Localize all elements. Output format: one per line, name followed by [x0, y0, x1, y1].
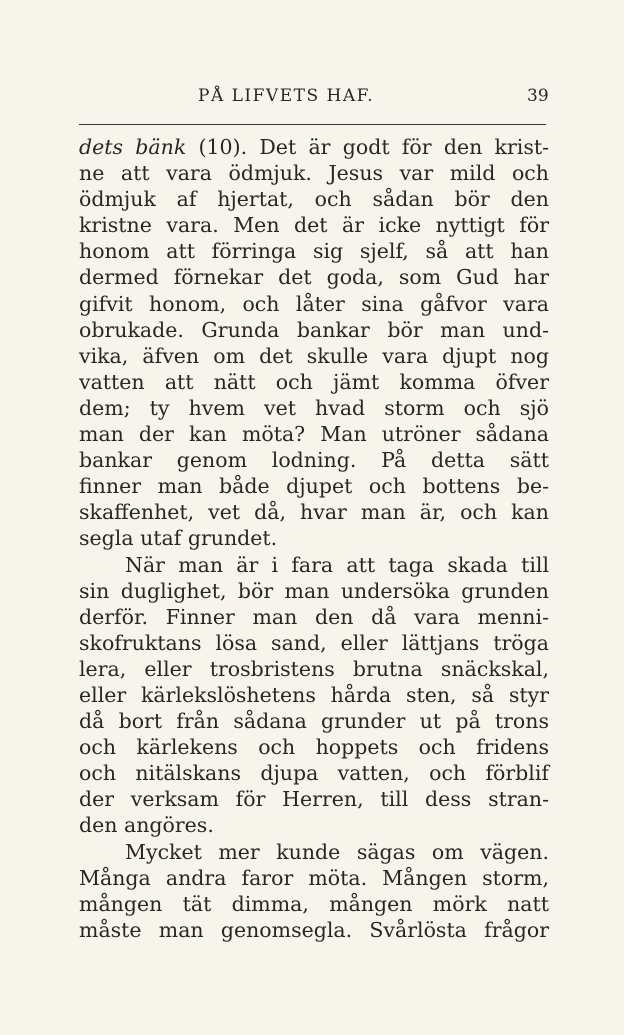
running-head [0, 84, 624, 108]
text-line: mången tät dimma, mången mörk natt [79, 891, 549, 916]
text-line: obrukade. Grunda bankar bör man und- [79, 317, 549, 342]
text-line: man der kan möta? Man utröner sådana [79, 422, 549, 447]
body-text [79, 134, 549, 943]
header-rule [79, 124, 546, 125]
text-line: derför. Finner man den då vara menni- [79, 604, 549, 629]
text-line: der verksam för Herren, till dess stran- [79, 787, 549, 812]
text-line: ne att vara ödmjuk. Jesus var mild och [79, 161, 549, 186]
text-line: lera, eller trosbristens brutna snäckskal, [79, 656, 549, 681]
paragraph-end-line: den angöres. [79, 813, 214, 838]
text-line: ödmjuk af hjertat, och sådan bör den [79, 187, 549, 212]
paragraph-end-line: segla utaf grundet. [79, 526, 278, 551]
line-continuation: (10). Det är godt för den krist- [186, 135, 550, 159]
text-line: och nitälskans djupa vatten, och förblif [79, 761, 549, 786]
text-line: då bort från sådana grunder ut på trons [79, 709, 549, 734]
text-line: vika, äfven om det skulle vara djupt nog [79, 343, 549, 368]
paragraph-start-line: När man är i fara att taga skada till [125, 552, 549, 577]
text-line: bankar genom lodning. På detta sätt [79, 448, 549, 473]
text-line: måste man genomsegla. Svårlösta frågor [79, 917, 549, 942]
running-head-title: PÅ LIFVETS HAF. [198, 86, 375, 106]
text-line: eller kärlekslöshetens hårda sten, så styr [79, 682, 549, 707]
page-number: 39 [527, 86, 549, 106]
text-line: skaffenhet, vet då, hvar man är, och kan [79, 500, 549, 525]
text-line: Många andra faror möta. Mången storm, [79, 865, 549, 890]
text-line: gifvit honom, och låter sina gåfvor vara [79, 291, 549, 316]
text-line: skofruktans lösa sand, eller lättjans tröga [79, 630, 549, 655]
text-line: finner man både djupet och bottens be- [79, 474, 549, 499]
text-line: dermed förnekar det goda, som Gud har [79, 265, 549, 290]
text-line [79, 134, 549, 160]
text-line: vatten att nätt och jämt komma öfver [79, 369, 549, 394]
text-line: honom att förringa sig sjelf, så att han [79, 239, 549, 264]
text-line: och kärlekens och hoppets och fridens [79, 735, 549, 760]
paragraph-start-line: Mycket mer kunde sägas om vägen. [125, 839, 549, 864]
text-line: dem; ty hvem vet hvad storm och sjö [79, 395, 549, 420]
italic-text: dets bänk [79, 135, 187, 159]
text-line: kristne vara. Men det är icke nyttigt för [79, 213, 549, 238]
text-line: sin duglighet, bör man undersöka grunden [79, 578, 549, 603]
